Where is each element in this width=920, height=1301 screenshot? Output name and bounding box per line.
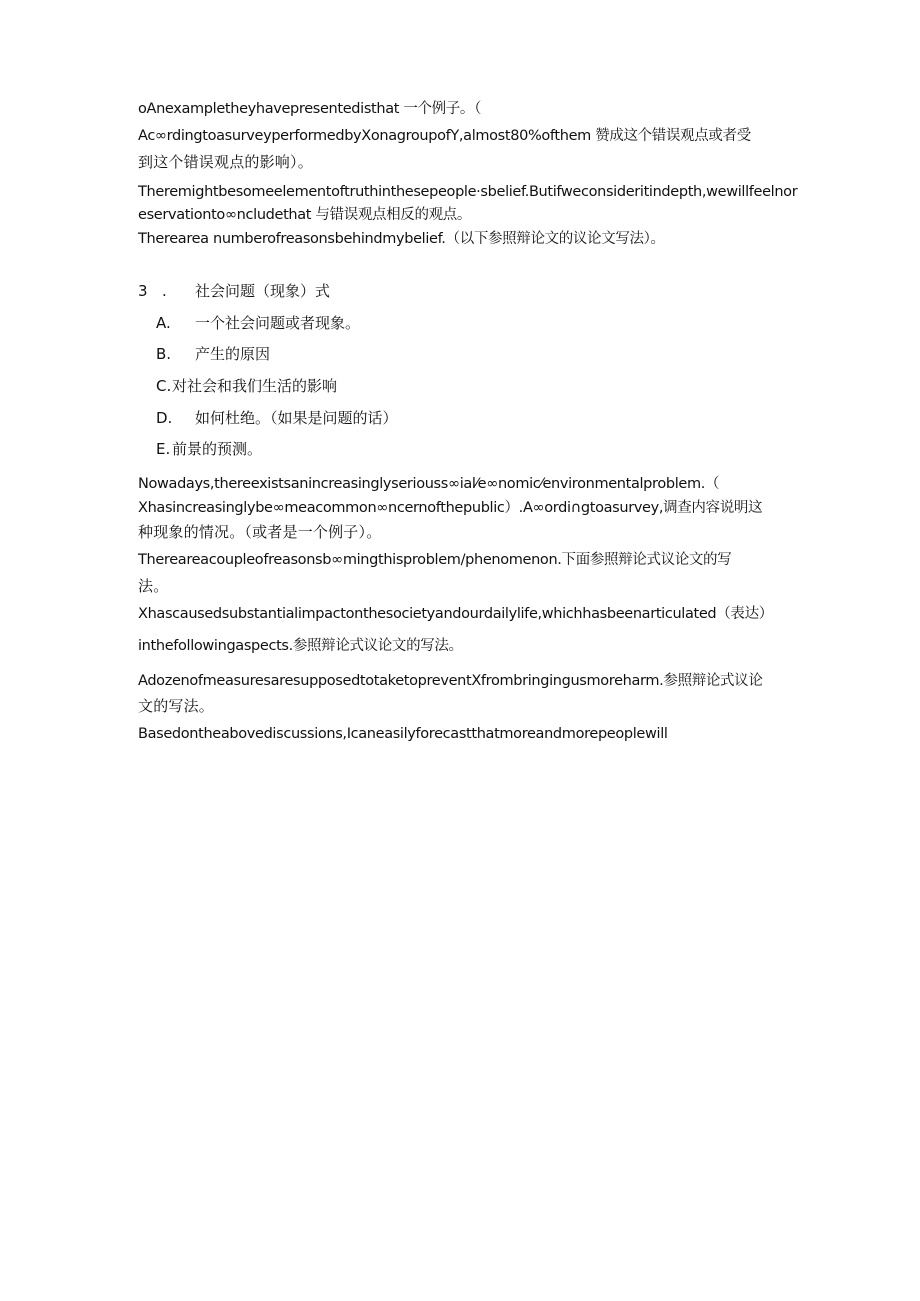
paragraph-phenomenon-example: 种现象的情况。（或者是一个例子）。 [138, 523, 382, 541]
paragraph-survey-continued: 到这个错误观点的影响）。 [138, 153, 313, 171]
paragraph-nowadays: Nowadays,thereexistsanincreasinglyseriouss∞ial⁄e∞nomic⁄environmentalproblem.（ [138, 476, 720, 492]
paragraph-truth-continued: eservationto∞ncludethat 与错误观点相反的观点。 [138, 207, 472, 223]
list-item-text-e: 前景的预测。 [172, 440, 263, 458]
section-number-dot: . [162, 282, 167, 300]
paragraph-public-concern: Xhasincreasinglybe∞meacommon∞ncernofthepublic）.A∞ordi∩gtoasurvey,调查内容说明这 [138, 500, 763, 516]
paragraph-survey: Ac∞rdingtoasurveyperformedbyXonagroupofY,almost80%ofthem 赞成这个错误观点或者受 [138, 128, 751, 144]
list-item-text-c: 对社会和我们生活的影响 [172, 377, 338, 395]
section-number: 3 [138, 282, 148, 300]
list-item-text-d: 如何杜绝。（如果是问题的话） [195, 409, 398, 427]
paragraph-forecast: Basedontheabovediscussions,Icaneasilyforecastthatmoreandmorepeoplewill [138, 726, 668, 742]
paragraph-impact: Xhascausedsubstantialimpactonthesocietyandourdailylife,whichhasbeenarticulated（表达） [138, 606, 773, 622]
list-item-label-e: E. [156, 440, 171, 458]
paragraph-example-intro: oAnexampletheyhavepresentedisthat 一个例子。（ [138, 101, 481, 117]
list-item-label-c: C. [156, 377, 172, 395]
paragraph-measures: AdozenofmeasuresaresupposedtotaketopreventXfrombringingusmoreharm.参照辩论式议论 [138, 673, 763, 689]
list-item-label-a: A. [156, 314, 171, 332]
list-item-text-a: 一个社会问题或者现象。 [195, 314, 361, 332]
list-item-text-b: 产生的原因 [195, 345, 271, 363]
list-item-label-d: D. [156, 409, 173, 427]
list-item-label-b: B. [156, 345, 172, 363]
paragraph-measures-continued: 文的写法。 [138, 697, 215, 715]
section-title: 社会问题（现象）式 [195, 282, 331, 300]
paragraph-truth: Theremightbesomeelementoftruthinthesepeople·sbelief.Butifweconsideritindepth,wewillfeelnor [138, 184, 798, 200]
paragraph-couple-reasons: Thereareacoupleofreasonsb∞mingthisproblem/phenomenon.下面参照辩论式议论文的写 [138, 552, 732, 568]
paragraph-couple-reasons-continued: 法。 [138, 577, 169, 595]
paragraph-aspects: inthefollowingaspects.参照辩论式议论文的写法。 [138, 638, 463, 654]
paragraph-reasons: Therearea numberofreasonsbehindmybelief.（以下参照辩论文的议论文写法）。 [138, 231, 665, 247]
